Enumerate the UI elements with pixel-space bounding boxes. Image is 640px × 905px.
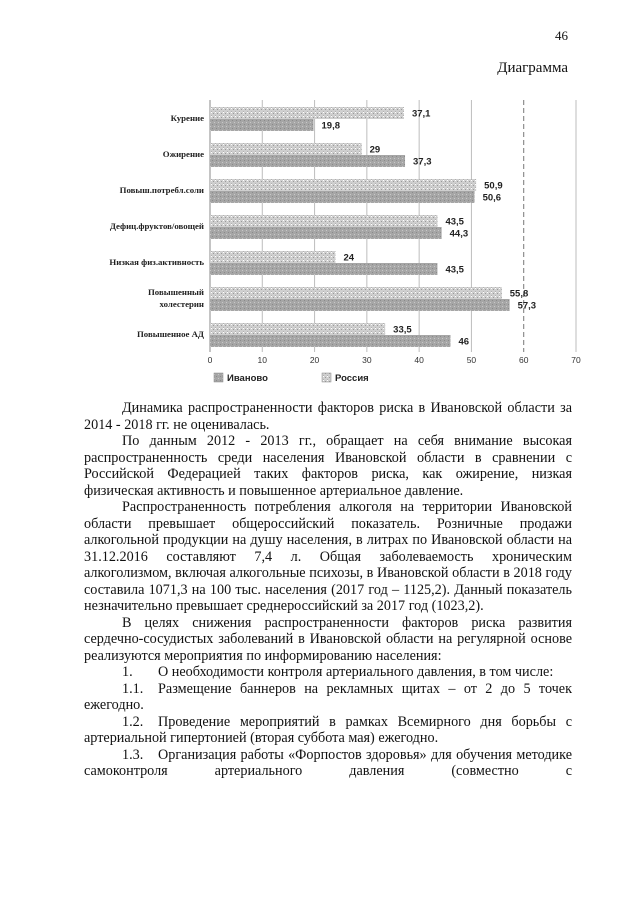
category-label: Повыш.потребл.соли xyxy=(119,185,204,195)
x-tick-label: 10 xyxy=(257,355,268,365)
x-tick-label: 60 xyxy=(518,355,529,365)
bar-russia xyxy=(210,251,335,263)
body-text xyxy=(84,400,572,780)
x-tick-label: 40 xyxy=(414,355,424,365)
list-text: Проведение мероприятий в рамках Всемирного дня борьбы с артериальной гипертонией (вторая суббота мая) ежегодно. xyxy=(84,713,572,746)
data-label: 43,5 xyxy=(445,264,464,276)
category-label: Повышенное АД xyxy=(136,329,204,339)
category-label: Дефиц.фруктов/овощей xyxy=(109,221,204,231)
bar-ivanovo xyxy=(210,191,475,203)
list-item xyxy=(84,747,572,780)
data-label: 37,1 xyxy=(411,108,431,120)
paragraph: Динамика распространенности факторов риска в Ивановской области за 2014 - 2018 гг. не оценивалась. xyxy=(84,400,572,433)
list-number: 1.3. xyxy=(122,746,144,763)
data-label: 19,8 xyxy=(321,120,341,132)
legend-swatch xyxy=(322,373,331,382)
diagram-label: Диаграмма xyxy=(497,60,568,76)
risk-factors-chart xyxy=(0,88,640,390)
bar-russia xyxy=(210,143,362,155)
x-tick-label: 30 xyxy=(362,355,372,365)
data-label: 44,3 xyxy=(449,228,469,240)
list-text: Организация работы «Форпостов здоровья» для обучения методике самоконтроля артериального давления (совместно с xyxy=(84,746,572,779)
x-tick-label: 20 xyxy=(309,355,320,365)
data-label: 29 xyxy=(369,144,381,156)
list-item xyxy=(84,681,572,714)
bar-ivanovo xyxy=(210,155,405,167)
data-label: 46 xyxy=(458,336,470,348)
category-label: Ожирение xyxy=(162,149,204,159)
data-label: 50,9 xyxy=(484,180,503,192)
bar-russia xyxy=(210,287,502,299)
list-text: О необходимости контроля артериального давления, в том числе: xyxy=(158,664,554,680)
category-label: Повышенный xyxy=(147,287,204,297)
bar-ivanovo xyxy=(210,299,510,311)
paragraph: Распространенность потребления алкоголя на территории Ивановской области превышает общероссийский показатель. Розничные продажи алкогольной продукции на душу населения, в литрах по Ивановской области на 31.12.2016 составляют 7,4 л. Общая заболеваемость хроническим алкоголизмом, включая алкогольные психозы, в Ивановской области в 2018 году составила 1071,3 на 100 тыс. населения (2017 год – 1125,2). Данный показатель незначительно превышает среднероссийский за 2017 год (1023,2). xyxy=(84,499,572,614)
x-tick-label: 50 xyxy=(466,355,477,365)
bar-ivanovo xyxy=(210,119,314,131)
category-label: холестерин xyxy=(159,299,204,309)
paragraph: По данным 2012 - 2013 гг., обращает на себя внимание высокая распространенность среди населения Ивановской области в сравнении с Российской Федерацией таких факторов риска, как ожирение, низкая физическая активность и повышенное артериальное давление. xyxy=(84,433,572,499)
paragraph: В целях снижения распространенности факторов риска развития сердечно-сосудистых заболеваний в Ивановской области на регулярной основе реализуются мероприятия по информированию населения: xyxy=(84,614,572,664)
data-label: 24 xyxy=(343,252,355,264)
legend-swatch xyxy=(214,373,223,382)
list-number: 1. xyxy=(122,664,133,680)
list-number: 1.2. xyxy=(122,713,144,730)
list-number: 1.1. xyxy=(122,680,144,697)
bar-russia xyxy=(210,323,385,335)
category-label: Курение xyxy=(170,113,204,123)
x-tick-label: 70 xyxy=(571,355,581,365)
data-label: 37,3 xyxy=(413,156,432,168)
x-tick-label: 0 xyxy=(207,355,213,365)
bar-russia xyxy=(210,179,476,191)
data-label: 57,3 xyxy=(517,300,537,312)
legend-label: Россия xyxy=(335,373,369,384)
bar-ivanovo xyxy=(210,227,442,239)
bar-ivanovo xyxy=(210,263,437,275)
category-label: Низкая физ.активность xyxy=(109,257,204,267)
bar-russia xyxy=(210,107,404,119)
legend-label: Иваново xyxy=(227,373,268,384)
data-label: 33,5 xyxy=(393,324,412,336)
data-label: 43,5 xyxy=(445,216,464,228)
list-text: Размещение баннеров на рекламных щитах – от 2 до 5 точек ежегодно. xyxy=(84,680,572,713)
page-number: 46 xyxy=(555,28,568,43)
data-label: 50,6 xyxy=(482,192,502,204)
list-item xyxy=(84,714,572,747)
data-label: 55,8 xyxy=(509,288,529,300)
bar-russia xyxy=(210,215,437,227)
list-item xyxy=(84,664,572,681)
bar-ivanovo xyxy=(210,335,451,347)
